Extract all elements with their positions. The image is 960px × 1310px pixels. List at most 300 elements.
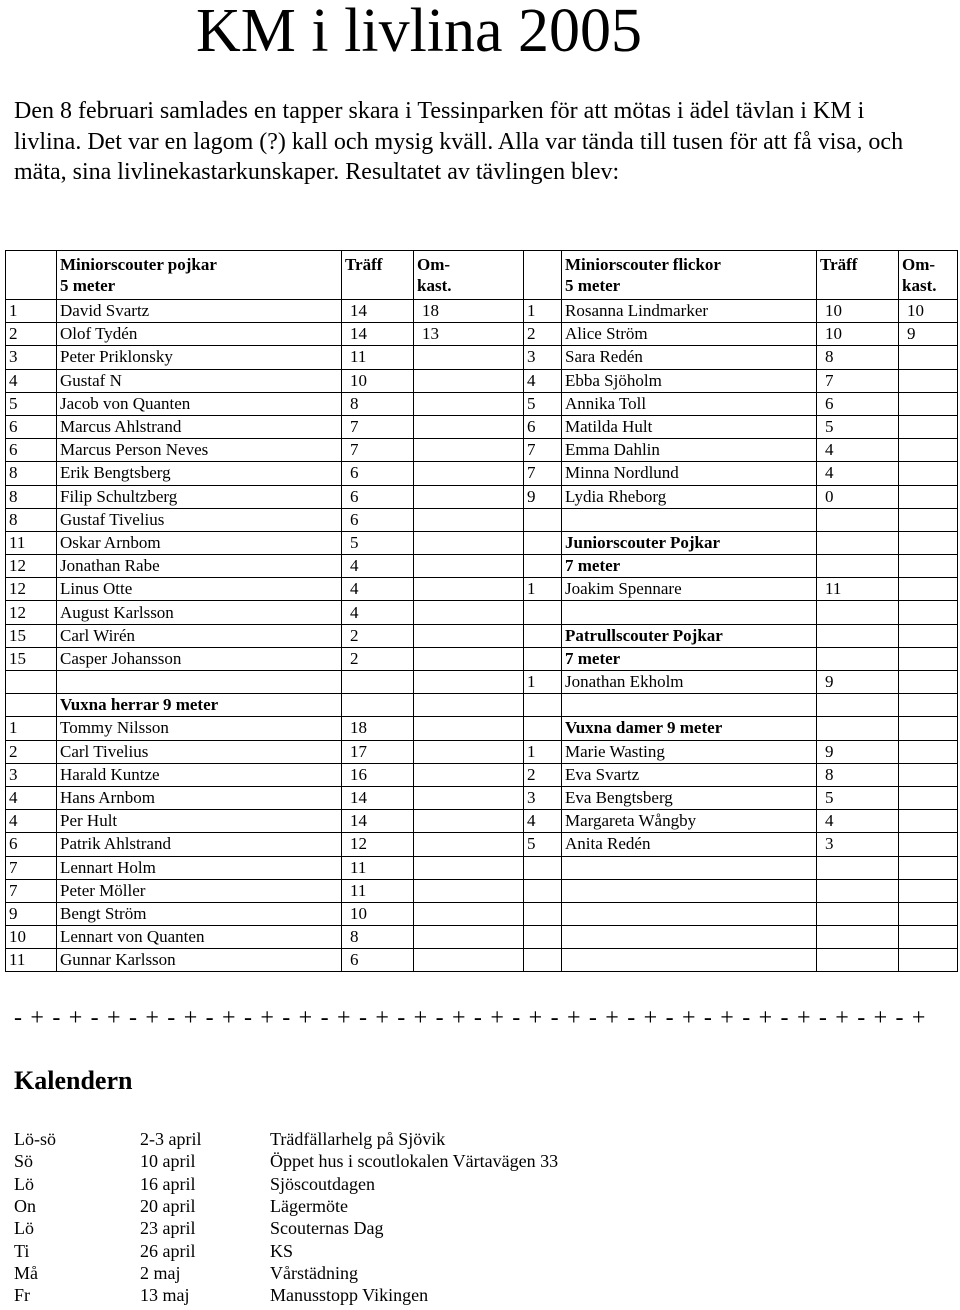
calendar-title: Kalendern (14, 1066, 133, 1095)
results-row (6, 647, 958, 670)
left-hits-cell: 11 (342, 346, 414, 369)
left-rank-cell: 7 (6, 879, 57, 902)
left-hits-cell: 6 (342, 462, 414, 485)
left-hits-cell: 11 (342, 879, 414, 902)
right-rethrow-cell (899, 740, 958, 763)
results-row (6, 508, 958, 531)
left-name-cell: Casper Johansson (57, 647, 342, 670)
right-name-cell (562, 879, 817, 902)
left-rethrow-line1: Om- (417, 255, 451, 274)
calendar-day: Sö (14, 1151, 34, 1172)
calendar-date: 13 maj (140, 1285, 190, 1306)
left-hits-cell: 4 (342, 578, 414, 601)
results-row (6, 624, 958, 647)
calendar-event: Trädfällarhelg på Sjövik (270, 1129, 446, 1150)
results-row (6, 323, 958, 346)
left-rethrow-cell (414, 786, 524, 809)
calendar-date: 20 april (140, 1196, 196, 1217)
calendar-date: 23 april (140, 1218, 196, 1239)
left-rethrow-cell (414, 439, 524, 462)
right-name-cell: Sara Redén (562, 346, 817, 369)
results-row (6, 369, 958, 392)
right-hits-cell: 9 (817, 740, 899, 763)
right-hits-cell: 3 (817, 833, 899, 856)
right-name-cell: Anita Redén (562, 833, 817, 856)
right-hits-cell: 4 (817, 810, 899, 833)
page-title: KM i livlina 2005 (196, 0, 643, 65)
right-name-cell: 7 meter (562, 647, 817, 670)
left-rethrow-cell (414, 508, 524, 531)
right-rank-cell: 1 (524, 740, 562, 763)
left-rethrow-cell: 13 (414, 323, 524, 346)
right-name-cell: Alice Ström (562, 323, 817, 346)
left-rethrow-cell (414, 578, 524, 601)
right-hits-cell: 9 (817, 671, 899, 694)
right-rethrow-line1: Om- (902, 255, 936, 274)
left-hits-cell (342, 671, 414, 694)
right-rethrow-cell (899, 763, 958, 786)
left-rethrow-cell (414, 740, 524, 763)
right-rethrow-cell (899, 601, 958, 624)
left-rank-cell: 3 (6, 763, 57, 786)
calendar-day: Fr (14, 1285, 31, 1306)
left-rethrow-cell (414, 879, 524, 902)
left-hits-cell: 4 (342, 601, 414, 624)
calendar-event: KS (270, 1240, 294, 1261)
left-name-cell: Lennart von Quanten (57, 926, 342, 949)
right-rethrow-cell (899, 415, 958, 438)
left-name-cell: Carl Wirén (57, 624, 342, 647)
intro-paragraph: Den 8 februari samlades en tapper skara i Tessinparken för att mötas i ädel tävlan i KM i livlina. Det var en lagom (?) kall och mysig kväll. Alla var tända till tusen för att få visa, och mäta, sina livlinekastarkunskaper. Resultatet av tävlingen blev: (14, 98, 904, 185)
right-rethrow-cell (899, 856, 958, 879)
left-name-cell: Olof Tydén (57, 323, 342, 346)
results-row (6, 555, 958, 578)
calendar-event: Manusstopp Vikingen (270, 1285, 429, 1306)
left-rank-cell: 4 (6, 786, 57, 809)
left-rank-cell: 5 (6, 392, 57, 415)
left-rethrow-cell (414, 415, 524, 438)
left-name-cell: Gustaf N (57, 369, 342, 392)
calendar-date: 26 april (140, 1240, 196, 1261)
calendar-row (12, 1217, 668, 1239)
left-hits-cell: 4 (342, 555, 414, 578)
results-row (6, 717, 958, 740)
right-name-cell: Vuxna damer 9 meter (562, 717, 817, 740)
right-rethrow-cell (899, 810, 958, 833)
results-row (6, 902, 958, 925)
left-rank-cell: 12 (6, 555, 57, 578)
left-rank-cell: 11 (6, 949, 57, 972)
left-hits-header: Träff (342, 251, 414, 300)
right-name-cell: Margareta Wångby (562, 810, 817, 833)
calendar-day: Lö (14, 1173, 34, 1194)
right-rank-cell: 5 (524, 833, 562, 856)
right-hits-cell (817, 949, 899, 972)
left-hits-cell: 12 (342, 833, 414, 856)
left-rethrow-cell (414, 369, 524, 392)
right-hits-cell: 0 (817, 485, 899, 508)
left-rethrow-cell (414, 624, 524, 647)
results-row (6, 462, 958, 485)
right-rank-cell: 4 (524, 369, 562, 392)
left-name-cell: Jonathan Rabe (57, 555, 342, 578)
right-rank-cell: 4 (524, 810, 562, 833)
right-hits-cell: 4 (817, 462, 899, 485)
right-hits-cell: 5 (817, 415, 899, 438)
left-name-cell: Oskar Arnbom (57, 531, 342, 554)
left-rank-cell: 12 (6, 578, 57, 601)
calendar-row (12, 1173, 668, 1195)
right-rank-cell: 9 (524, 485, 562, 508)
results-row (6, 485, 958, 508)
left-name-cell: Hans Arnbom (57, 786, 342, 809)
calendar-table (12, 1128, 668, 1306)
calendar-date: 2-3 april (140, 1129, 202, 1150)
left-rank-cell: 10 (6, 926, 57, 949)
left-rethrow-header (414, 251, 524, 300)
left-name-cell: Patrik Ahlstrand (57, 833, 342, 856)
right-rank-cell (524, 555, 562, 578)
left-name-cell: Per Hult (57, 810, 342, 833)
left-rank-cell: 6 (6, 833, 57, 856)
right-rank-cell: 1 (524, 578, 562, 601)
calendar-day: On (14, 1196, 36, 1217)
right-name-cell: Marie Wasting (562, 740, 817, 763)
right-rank-cell (524, 902, 562, 925)
left-rank-cell (6, 671, 57, 694)
right-name-cell: Patrullscouter Pojkar (562, 624, 817, 647)
left-name-cell: August Karlsson (57, 601, 342, 624)
left-rank-header (6, 251, 57, 300)
right-rethrow-cell (899, 694, 958, 717)
left-hits-cell: 6 (342, 508, 414, 531)
left-rethrow-cell (414, 763, 524, 786)
right-name-cell: Eva Svartz (562, 763, 817, 786)
right-name-cell: Jonathan Ekholm (562, 671, 817, 694)
right-rank-cell: 1 (524, 300, 562, 323)
left-name-cell: Carl Tivelius (57, 740, 342, 763)
left-hits-cell: 17 (342, 740, 414, 763)
results-row (6, 879, 958, 902)
left-hits-cell: 14 (342, 810, 414, 833)
results-row (6, 439, 958, 462)
left-name-cell: Peter Priklonsky (57, 346, 342, 369)
results-row (6, 810, 958, 833)
left-rethrow-cell (414, 833, 524, 856)
left-name-cell: Gustaf Tivelius (57, 508, 342, 531)
left-hits-cell: 8 (342, 926, 414, 949)
right-rethrow-cell (899, 392, 958, 415)
right-rank-cell: 6 (524, 415, 562, 438)
left-hits-cell: 7 (342, 439, 414, 462)
calendar-event: Scouternas Dag (270, 1218, 384, 1239)
right-rethrow-cell (899, 462, 958, 485)
left-rank-cell: 3 (6, 346, 57, 369)
right-rank-cell (524, 879, 562, 902)
left-rethrow-cell (414, 346, 524, 369)
right-hits-cell: 10 (817, 323, 899, 346)
right-rethrow-cell (899, 624, 958, 647)
calendar-row (12, 1150, 668, 1172)
right-hits-cell: 11 (817, 578, 899, 601)
left-rethrow-cell (414, 485, 524, 508)
left-rank-cell: 4 (6, 369, 57, 392)
calendar-body (12, 1128, 668, 1306)
calendar-event: Sjöscoutdagen (270, 1173, 375, 1194)
right-hits-cell: 4 (817, 439, 899, 462)
left-rank-cell: 6 (6, 415, 57, 438)
right-rank-cell: 3 (524, 346, 562, 369)
right-name-cell: Eva Bengtsberg (562, 786, 817, 809)
right-rank-header (524, 251, 562, 300)
results-row (6, 578, 958, 601)
left-rethrow-cell (414, 392, 524, 415)
calendar-row (12, 1128, 668, 1150)
right-rethrow-cell (899, 949, 958, 972)
left-name-cell: Bengt Ström (57, 902, 342, 925)
right-hits-cell: 6 (817, 392, 899, 415)
left-hits-cell: 8 (342, 392, 414, 415)
right-hits-cell: 7 (817, 369, 899, 392)
results-row (6, 694, 958, 717)
left-rank-cell: 8 (6, 462, 57, 485)
calendar-event: Vårstädning (270, 1262, 358, 1283)
left-hits-cell: 18 (342, 717, 414, 740)
left-name-cell: David Svartz (57, 300, 342, 323)
left-name-cell: Marcus Person Neves (57, 439, 342, 462)
right-hits-cell (817, 508, 899, 531)
right-hits-cell: 5 (817, 786, 899, 809)
right-hits-cell (817, 647, 899, 670)
right-rank-cell: 2 (524, 763, 562, 786)
left-rethrow-cell (414, 902, 524, 925)
right-rank-cell (524, 717, 562, 740)
right-name-cell: Juniorscouter Pojkar (562, 531, 817, 554)
left-name-cell (57, 671, 342, 694)
left-name-cell: Gunnar Karlsson (57, 949, 342, 972)
right-name-cell (562, 601, 817, 624)
right-category-name: Miniorscouter flickor (565, 255, 721, 274)
left-name-cell: Jacob von Quanten (57, 392, 342, 415)
right-rank-cell (524, 949, 562, 972)
right-rethrow-cell (899, 786, 958, 809)
right-rethrow-cell (899, 578, 958, 601)
calendar-row (12, 1239, 668, 1261)
left-hits-cell: 7 (342, 415, 414, 438)
right-hits-header: Träff (817, 251, 899, 300)
results-row (6, 415, 958, 438)
right-rethrow-cell: 9 (899, 323, 958, 346)
right-rank-cell: 7 (524, 462, 562, 485)
right-rethrow-cell (899, 647, 958, 670)
right-hits-cell (817, 531, 899, 554)
results-body (6, 251, 958, 972)
right-rank-cell: 5 (524, 392, 562, 415)
right-rethrow-cell (899, 555, 958, 578)
left-hits-cell: 14 (342, 300, 414, 323)
calendar-date: 2 maj (140, 1262, 181, 1283)
left-hits-cell: 14 (342, 323, 414, 346)
calendar-date: 10 april (140, 1151, 196, 1172)
right-rank-cell: 3 (524, 786, 562, 809)
left-rank-cell: 9 (6, 902, 57, 925)
right-rethrow-cell: 10 (899, 300, 958, 323)
left-category-name: Miniorscouter pojkar (60, 255, 217, 274)
right-rethrow-cell (899, 439, 958, 462)
right-rank-cell (524, 508, 562, 531)
section-separator: - + - + - + - + - + - + - + - + - + - + - + - + - + - + - + - + - + - + - + - + - + - + - + - + (14, 1005, 927, 1031)
right-hits-cell (817, 902, 899, 925)
left-rank-cell: 15 (6, 647, 57, 670)
right-name-cell (562, 902, 817, 925)
results-row (6, 763, 958, 786)
right-rank-cell (524, 531, 562, 554)
left-rank-cell: 7 (6, 856, 57, 879)
results-row (6, 926, 958, 949)
left-name-cell: Linus Otte (57, 578, 342, 601)
left-hits-cell: 11 (342, 856, 414, 879)
left-name-cell: Erik Bengtsberg (57, 462, 342, 485)
left-rank-cell: 4 (6, 810, 57, 833)
right-hits-cell (817, 879, 899, 902)
right-rank-cell: 7 (524, 439, 562, 462)
left-rethrow-cell (414, 647, 524, 670)
right-hits-cell (817, 624, 899, 647)
left-hits-cell: 6 (342, 485, 414, 508)
results-row (6, 786, 958, 809)
calendar-event: Lägermöte (270, 1196, 348, 1217)
right-hits-cell: 10 (817, 300, 899, 323)
results-row (6, 531, 958, 554)
left-rank-cell: 8 (6, 485, 57, 508)
left-rank-cell: 2 (6, 323, 57, 346)
right-rethrow-cell (899, 531, 958, 554)
left-rethrow-cell (414, 462, 524, 485)
right-rank-cell (524, 647, 562, 670)
right-rethrow-cell (899, 833, 958, 856)
right-name-cell: Lydia Rheborg (562, 485, 817, 508)
right-rethrow-cell (899, 369, 958, 392)
calendar-row (12, 1284, 668, 1306)
right-hits-cell: 8 (817, 346, 899, 369)
left-name-cell: Vuxna herrar 9 meter (57, 694, 342, 717)
right-rank-cell: 1 (524, 671, 562, 694)
right-name-cell (562, 926, 817, 949)
left-rank-cell: 1 (6, 717, 57, 740)
left-rethrow-cell (414, 949, 524, 972)
left-hits-cell (342, 694, 414, 717)
right-name-cell (562, 508, 817, 531)
left-name-cell: Filip Schultzberg (57, 485, 342, 508)
left-hits-cell: 10 (342, 369, 414, 392)
right-name-cell: Joakim Spennare (562, 578, 817, 601)
left-rethrow-line2: kast. (417, 276, 452, 295)
left-rethrow-cell (414, 926, 524, 949)
right-rank-cell (524, 694, 562, 717)
left-hits-cell: 2 (342, 624, 414, 647)
left-hits-cell: 2 (342, 647, 414, 670)
results-row (6, 601, 958, 624)
left-hits-cell: 16 (342, 763, 414, 786)
left-rethrow-cell (414, 694, 524, 717)
results-row (6, 671, 958, 694)
left-hits-cell: 14 (342, 786, 414, 809)
right-rank-cell: 2 (524, 323, 562, 346)
results-row (6, 392, 958, 415)
left-hits-cell: 6 (342, 949, 414, 972)
right-rethrow-cell (899, 508, 958, 531)
right-hits-cell (817, 555, 899, 578)
right-rank-cell (524, 926, 562, 949)
left-hits-cell: 5 (342, 531, 414, 554)
right-rank-cell (524, 624, 562, 647)
right-name-cell (562, 856, 817, 879)
right-name-cell: Annika Toll (562, 392, 817, 415)
left-name-cell: Lennart Holm (57, 856, 342, 879)
right-rank-cell (524, 601, 562, 624)
calendar-day: Må (14, 1262, 38, 1283)
left-rank-cell (6, 694, 57, 717)
left-rethrow-cell (414, 856, 524, 879)
results-row (6, 740, 958, 763)
left-rethrow-cell: 18 (414, 300, 524, 323)
right-rethrow-header (899, 251, 958, 300)
results-row (6, 949, 958, 972)
right-rethrow-cell (899, 485, 958, 508)
right-category-distance: 5 meter (565, 276, 621, 295)
left-rank-cell: 1 (6, 300, 57, 323)
calendar-row (12, 1262, 668, 1284)
results-row (6, 833, 958, 856)
right-rank-cell (524, 856, 562, 879)
left-name-cell: Tommy Nilsson (57, 717, 342, 740)
left-rethrow-cell (414, 531, 524, 554)
calendar-day: Lö (14, 1218, 34, 1239)
right-rethrow-cell (899, 902, 958, 925)
calendar-day: Ti (14, 1240, 30, 1261)
left-name-cell: Marcus Ahlstrand (57, 415, 342, 438)
left-rethrow-cell (414, 555, 524, 578)
results-table (5, 250, 958, 972)
right-name-cell: Ebba Sjöholm (562, 369, 817, 392)
right-hits-cell (817, 601, 899, 624)
right-hits-cell (817, 856, 899, 879)
right-name-cell (562, 694, 817, 717)
right-hits-cell (817, 717, 899, 740)
left-name-cell: Harald Kuntze (57, 763, 342, 786)
left-rank-cell: 12 (6, 601, 57, 624)
right-name-cell (562, 949, 817, 972)
right-category-header (562, 251, 817, 300)
left-rethrow-cell (414, 671, 524, 694)
right-name-cell: Rosanna Lindmarker (562, 300, 817, 323)
left-category-header (57, 251, 342, 300)
left-rank-cell: 15 (6, 624, 57, 647)
left-rethrow-cell (414, 810, 524, 833)
right-rethrow-cell (899, 671, 958, 694)
left-rank-cell: 6 (6, 439, 57, 462)
left-hits-cell: 10 (342, 902, 414, 925)
right-hits-cell: 8 (817, 763, 899, 786)
right-rethrow-cell (899, 346, 958, 369)
right-name-cell: 7 meter (562, 555, 817, 578)
left-name-cell: Peter Möller (57, 879, 342, 902)
right-rethrow-cell (899, 926, 958, 949)
right-name-cell: Emma Dahlin (562, 439, 817, 462)
left-rank-cell: 11 (6, 531, 57, 554)
calendar-date: 16 april (140, 1173, 196, 1194)
right-hits-cell (817, 694, 899, 717)
